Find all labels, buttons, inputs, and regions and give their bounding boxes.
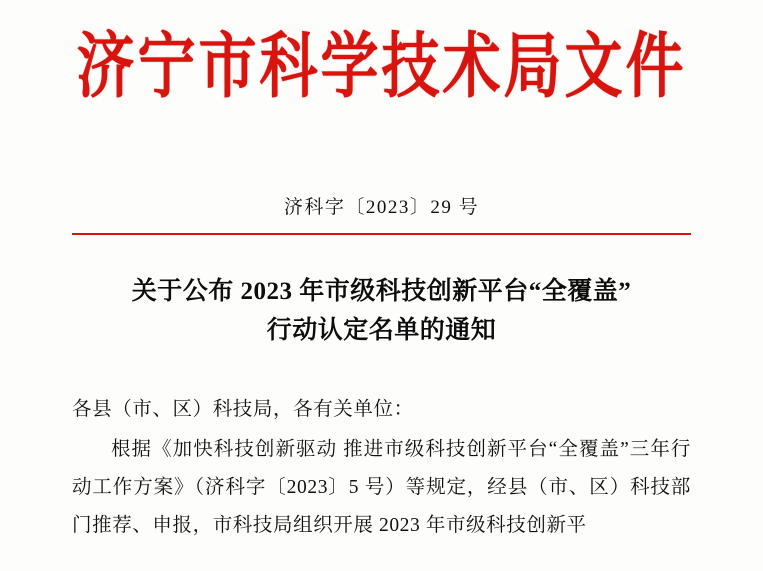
body-paragraph-salutation: 各县（市、区）科技局，各有关单位：: [72, 398, 414, 420]
document-title-line-2: 行动认定名单的通知: [266, 317, 497, 345]
document-masthead: [72, 0, 691, 107]
red-divider-rule: [72, 233, 691, 235]
document-title-line-1: 关于公布 2023 年市级科技创新平台“全覆盖”: [131, 278, 632, 306]
body-paragraph-1: 根据《加快科技创新驱动 推进市级科技创新平台“全覆盖”三年行动工作方案》（济科字〔2023〕5 号）等规定，经县（市、区）科技部门推荐、申报，市科技局组织开展 2023 年市级科技创新平: [72, 438, 691, 536]
document-number: 济科字〔2023〕29 号: [283, 197, 480, 219]
document-body: [72, 391, 691, 545]
document-number-row: [72, 192, 691, 219]
masthead-title: 济宁市科学技术局文件: [76, 27, 687, 107]
document-title: [72, 273, 691, 351]
